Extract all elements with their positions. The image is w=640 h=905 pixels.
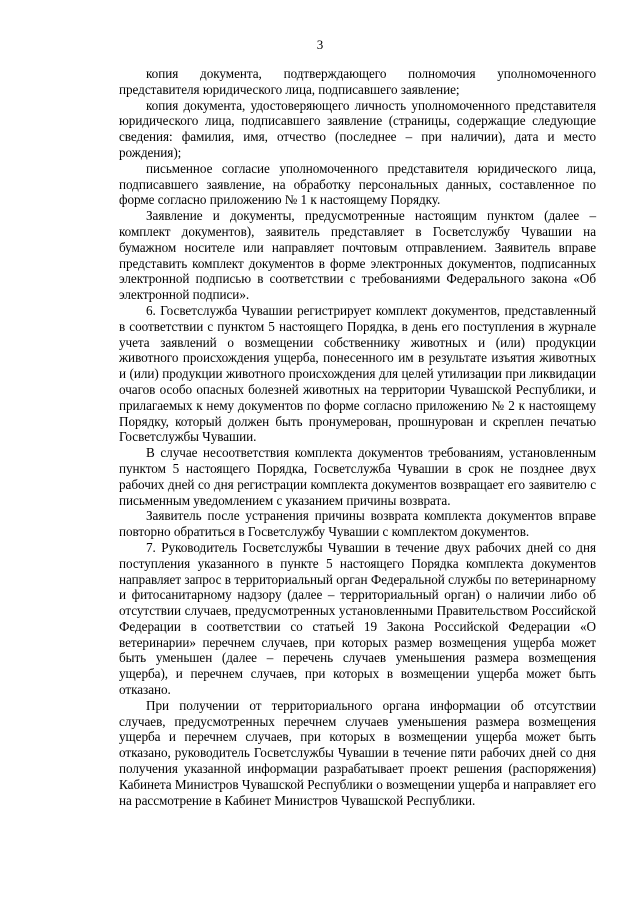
document-body <box>119 66 596 808</box>
paragraph-resubmission: Заявитель после устранения причины возврата комплекта документов вправе повторно обратиться в Госветслужбу Чувашии с комплектом документов. <box>119 508 596 540</box>
paragraph-item-7: 7. Руководитель Госветслужбы Чувашии в течение двух рабочих дней со дня поступления указанного в пункте 5 настоящего Порядка комплекта документов направляет запрос в территориальный орган Федеральной службы по ветеринарному и фитосанитарному надзору (далее – территориальный орган) о наличии либо об отсутствии случаев, предусмотренных установленными Правительством Российской Федерации в соответствии со статьей 19 Закона Российской Федерации «О ветеринарии» перечнем случаев, при которых размер возмещения ущерба может быть уменьшен (далее – перечень случаев уменьшения размера возмещения ущерба), и перечнем случаев, при которых в возмещении ущерба может быть отказано. <box>119 539 596 698</box>
paragraph-nonconformity: В случае несоответствия комплекта документов требованиям, установленным пунктом 5 настоящего Порядка, Госветслужба Чувашии в срок не позднее двух рабочих дней со дня регистрации комплекта документов возвращает его заявителю с письменным уведомлением с указанием причины возврата. <box>119 445 596 508</box>
paragraph-item-6: 6. Госветслужба Чувашии регистрирует комплект документов, представленный в соответствии с пунктом 5 настоящего Порядка, в день его поступления в журнале учета заявлений о возмещении собственнику животных и (или) продукции животного происхождения ущерба, понесенного им в результате изъятия животных и (или) продукции животного происхождения для целей утилизации при ликвидации очагов особо опасных болезней животных на территории Чувашской Республики, и прилагаемых к нему документов по форме согласно приложению № 2 к настоящему Порядку, который должен быть пронумерован, прошнурован и скреплен печатью Госветслужбы Чувашии. <box>119 302 596 445</box>
paragraph-decision: При получении от территориального органа информации об отсутствии случаев, предусмотренных перечнем случаев уменьшения размера возмещения ущерба и перечнем случаев, при которых в возмещении ущерба может быть отказано, руководитель Госветслужбы Чувашии в течение пяти рабочих дней со дня получения указанной информации разрабатывает проект решения (распоряжения) Кабинета Министров Чувашской Республики о возмещении ущерба и направляет его на рассмотрение в Кабинет Министров Чувашской Республики. <box>119 697 596 808</box>
paragraph-authority-copy: копия документа, подтверждающего полномочия уполномоченного представителя юридического лица, подписавшего заявление; <box>119 66 596 97</box>
paragraph-document-set: Заявление и документы, предусмотренные настоящим пунктом (далее – комплект документов), заявитель представляет в Госветслужбу Чувашии на бумажном носителе или направляет почтовым отправлением. Заявитель вправе представить комплект документов в форме электронных документов, подписанных электронной подписью в соответствии с требованиями Федерального закона «Об электронной подписи». <box>119 208 596 303</box>
paragraph-identity-copy: копия документа, удостоверяющего личность уполномоченного представителя юридического лица, подписавшего заявление (страницы, содержащие следующие сведения: фамилия, имя, отчество (последнее – при наличии), дата и место рождения); <box>119 97 596 160</box>
page-number: 3 <box>316 37 324 52</box>
paragraph-consent: письменное согласие уполномоченного представителя юридического лица, подписавшего заявление, на обработку персональных данных, составленное по форме согласно приложению № 1 к настоящему Порядку. <box>119 160 596 208</box>
